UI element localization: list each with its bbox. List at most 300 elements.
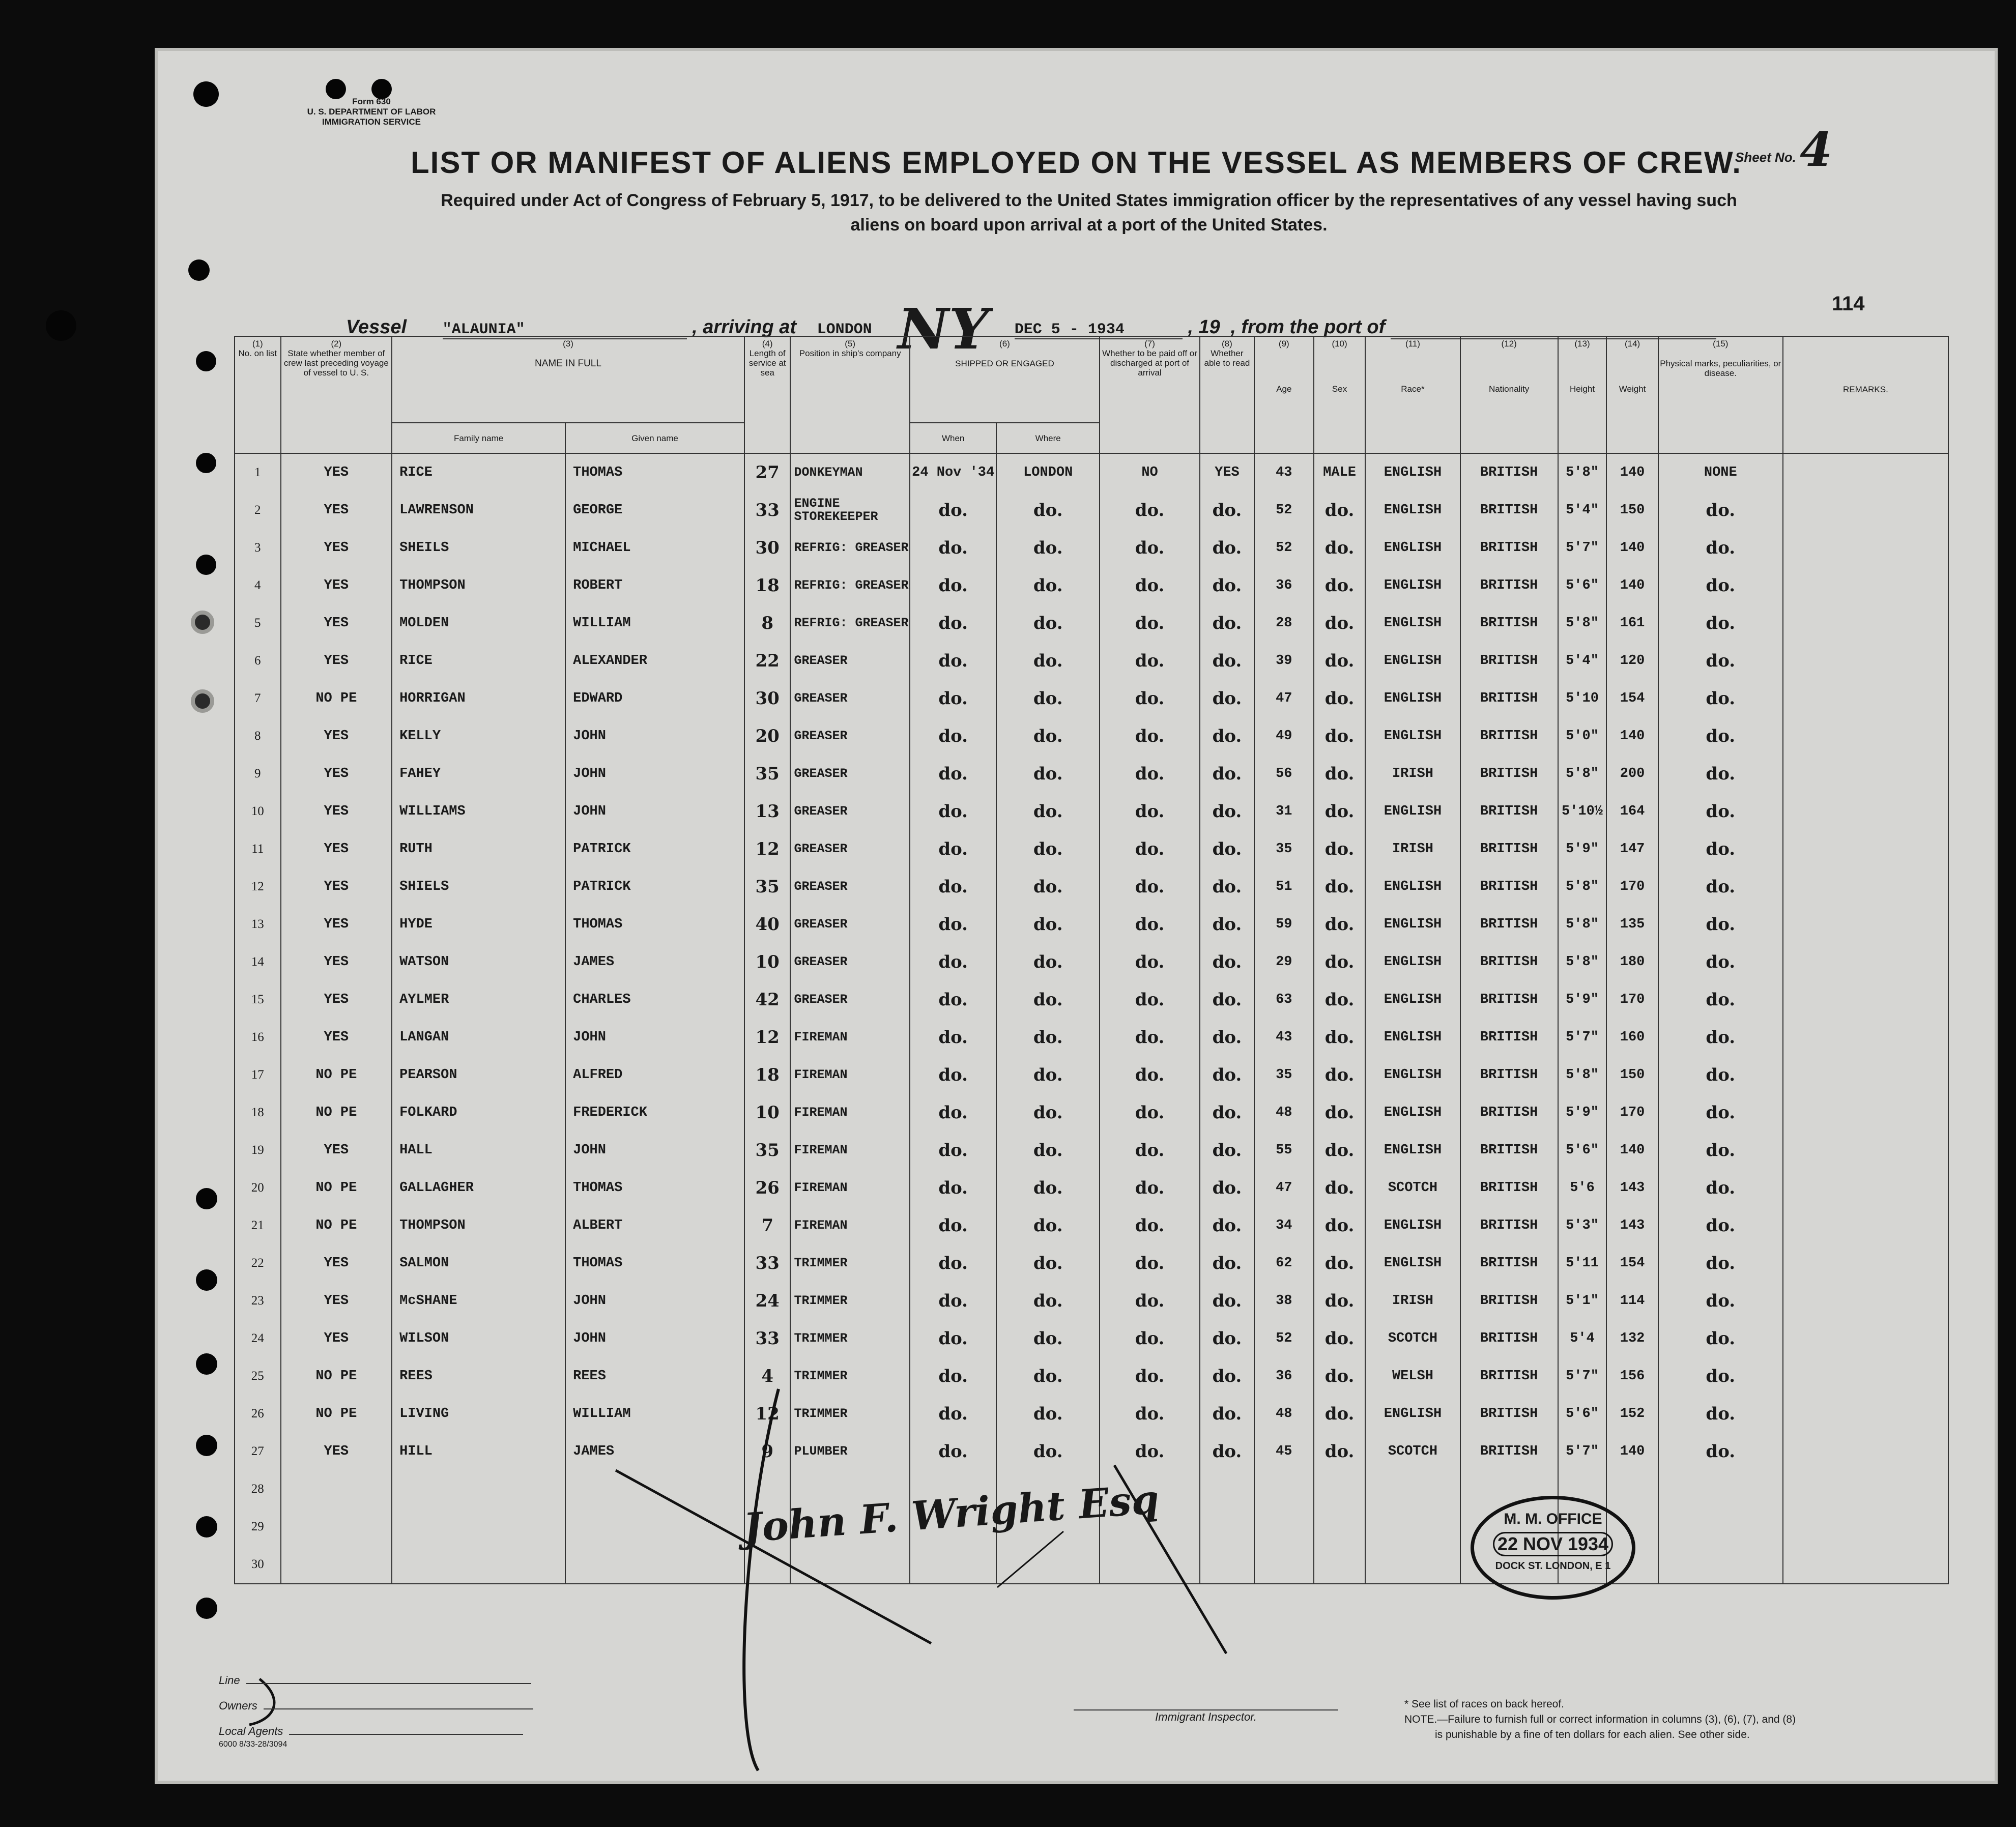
col-number: (9) bbox=[1278, 339, 1289, 349]
col-header-shipped-engaged: SHIPPED OR ENGAGED bbox=[955, 359, 1054, 368]
weight-cell: 200 bbox=[1606, 755, 1658, 793]
shipped-where-cell: do. bbox=[996, 567, 1100, 604]
previous-voyage-cell: YES bbox=[281, 1282, 392, 1320]
weight-cell: 170 bbox=[1606, 981, 1658, 1019]
family-name-cell: FOLKARD bbox=[392, 1094, 565, 1132]
paid-off-cell: do. bbox=[1100, 1433, 1200, 1470]
physical-marks-cell: do. bbox=[1658, 529, 1783, 567]
height-cell: 5'9" bbox=[1558, 1094, 1607, 1132]
family-name-cell: HILL bbox=[392, 1433, 565, 1470]
family-name-cell: RICE bbox=[392, 453, 565, 491]
form-number: Form 630 bbox=[352, 97, 391, 106]
sex-cell: do. bbox=[1314, 717, 1365, 755]
position-cell: REFRIG: GREASER bbox=[790, 604, 909, 642]
given-name-cell: JOHN bbox=[565, 755, 744, 793]
shipped-where-cell: do. bbox=[996, 717, 1100, 755]
shipped-where-cell: do. bbox=[996, 680, 1100, 717]
position-cell: FIREMAN bbox=[790, 1056, 909, 1094]
previous-voyage-cell: YES bbox=[281, 830, 392, 868]
able-to-read-cell: do. bbox=[1200, 1357, 1254, 1395]
col-number: (10) bbox=[1332, 339, 1347, 349]
height-cell: 5'3" bbox=[1558, 1207, 1607, 1244]
given-name-cell: JOHN bbox=[565, 717, 744, 755]
sex-cell: do. bbox=[1314, 793, 1365, 830]
paid-off-cell: do. bbox=[1100, 567, 1200, 604]
col-number: (14) bbox=[1624, 339, 1640, 349]
age-cell: 45 bbox=[1254, 1433, 1314, 1470]
sex-cell: do. bbox=[1314, 529, 1365, 567]
subtitle-line-1: Required under Act of Congress of February 5, 1917, to be delivered to the United States immigration officer by the representatives of any vessel having such bbox=[441, 191, 1737, 210]
given-name-cell: THOMAS bbox=[565, 1169, 744, 1207]
paid-off-cell: do. bbox=[1100, 981, 1200, 1019]
able-to-read-cell: do. bbox=[1200, 529, 1254, 567]
weight-cell: 114 bbox=[1606, 1282, 1658, 1320]
able-to-read-cell: do. bbox=[1200, 906, 1254, 943]
service-length-cell: 18 bbox=[744, 567, 791, 604]
col-number: (8) bbox=[1222, 339, 1232, 349]
position-cell: GREASER bbox=[790, 868, 909, 906]
race-cell: ENGLISH bbox=[1365, 604, 1460, 642]
weight-cell: 154 bbox=[1606, 680, 1658, 717]
nationality-cell: BRITISH bbox=[1460, 717, 1558, 755]
position-cell: GREASER bbox=[790, 755, 909, 793]
stamp-address: DOCK ST. LONDON, E 1 bbox=[1495, 1560, 1611, 1572]
paid-off-cell: do. bbox=[1100, 943, 1200, 981]
height-cell: 5'4 bbox=[1558, 1320, 1607, 1357]
service-length-cell: 33 bbox=[744, 491, 791, 529]
shipped-when-cell: do. bbox=[910, 529, 997, 567]
race-cell: ENGLISH bbox=[1365, 642, 1460, 680]
row-number-cell: 23 bbox=[235, 1282, 281, 1320]
office-stamp bbox=[1471, 1496, 1635, 1600]
row-number-cell: 26 bbox=[235, 1395, 281, 1433]
weight-cell: 140 bbox=[1606, 529, 1658, 567]
col-number: (11) bbox=[1405, 339, 1420, 349]
height-cell: 5'6" bbox=[1558, 1132, 1607, 1169]
shipped-where-cell: do. bbox=[996, 830, 1100, 868]
row-number-cell: 21 bbox=[235, 1207, 281, 1244]
able-to-read-cell: YES bbox=[1200, 453, 1254, 491]
family-name-cell: LIVING bbox=[392, 1395, 565, 1433]
family-name-cell: MOLDEN bbox=[392, 604, 565, 642]
family-name-cell: PEARSON bbox=[392, 1056, 565, 1094]
row-number-cell: 1 bbox=[235, 453, 281, 491]
col-header-remarks: REMARKS. bbox=[1843, 385, 1888, 394]
family-name-cell: RICE bbox=[392, 642, 565, 680]
sex-cell: do. bbox=[1314, 642, 1365, 680]
paid-off-cell: do. bbox=[1100, 1019, 1200, 1056]
col-number: (3) bbox=[563, 339, 573, 349]
able-to-read-cell: do. bbox=[1200, 604, 1254, 642]
family-name-cell: THOMPSON bbox=[392, 567, 565, 604]
height-cell: 5'1" bbox=[1558, 1282, 1607, 1320]
row-number-cell: 8 bbox=[235, 717, 281, 755]
height-cell: 5'8" bbox=[1558, 453, 1607, 491]
sex-cell: do. bbox=[1314, 906, 1365, 943]
nationality-cell: BRITISH bbox=[1460, 567, 1558, 604]
shipped-when-cell: do. bbox=[910, 1320, 997, 1357]
family-name-cell: HYDE bbox=[392, 906, 565, 943]
sheet-label: Sheet No. bbox=[1735, 150, 1796, 165]
col-header-where: Where bbox=[996, 423, 1100, 453]
agent-signature: John F. Wright Esq bbox=[741, 1476, 1161, 1552]
previous-voyage-cell: NO PE bbox=[281, 680, 392, 717]
race-cell: ENGLISH bbox=[1365, 1094, 1460, 1132]
shipped-where-cell: do. bbox=[996, 793, 1100, 830]
physical-marks-cell: do. bbox=[1658, 1395, 1783, 1433]
age-cell: 43 bbox=[1254, 1019, 1314, 1056]
given-name-cell: PATRICK bbox=[565, 830, 744, 868]
weight-cell: 150 bbox=[1606, 1056, 1658, 1094]
sex-cell: do. bbox=[1314, 604, 1365, 642]
paid-off-cell: do. bbox=[1100, 642, 1200, 680]
race-cell: ENGLISH bbox=[1365, 1244, 1460, 1282]
row-number-cell: 4 bbox=[235, 567, 281, 604]
age-cell: 31 bbox=[1254, 793, 1314, 830]
height-cell: 5'0" bbox=[1558, 717, 1607, 755]
row-number-cell: 22 bbox=[235, 1244, 281, 1282]
col-header-when: When bbox=[910, 423, 997, 453]
physical-marks-cell: do. bbox=[1658, 755, 1783, 793]
shipped-when-cell: do. bbox=[910, 1357, 997, 1395]
height-cell: 5'6" bbox=[1558, 567, 1607, 604]
shipped-when-cell: do. bbox=[910, 1019, 997, 1056]
col-number: (5) bbox=[845, 339, 856, 349]
col-header-height: Height bbox=[1569, 384, 1595, 394]
height-cell: 5'7" bbox=[1558, 529, 1607, 567]
position-cell: GREASER bbox=[790, 981, 909, 1019]
race-cell: ENGLISH bbox=[1365, 793, 1460, 830]
previous-voyage-cell: YES bbox=[281, 755, 392, 793]
position-cell: PLUMBER bbox=[790, 1433, 909, 1470]
previous-voyage-cell: YES bbox=[281, 717, 392, 755]
given-name-cell: JOHN bbox=[565, 1132, 744, 1169]
physical-marks-cell: do. bbox=[1658, 830, 1783, 868]
paid-off-cell: do. bbox=[1100, 1056, 1200, 1094]
height-cell: 5'8" bbox=[1558, 906, 1607, 943]
service-length-cell: 33 bbox=[744, 1320, 791, 1357]
line-tick bbox=[997, 1531, 1063, 1587]
height-cell: 5'7" bbox=[1558, 1357, 1607, 1395]
nationality-cell: BRITISH bbox=[1460, 1320, 1558, 1357]
weight-cell: 170 bbox=[1606, 868, 1658, 906]
position-cell: DONKEYMAN bbox=[790, 453, 909, 491]
row-number-cell: 2 bbox=[235, 491, 281, 529]
paid-off-cell: do. bbox=[1100, 1395, 1200, 1433]
position-cell: REFRIG: GREASER bbox=[790, 567, 909, 604]
family-name-cell: LAWRENSON bbox=[392, 491, 565, 529]
position-cell: FIREMAN bbox=[790, 1094, 909, 1132]
given-name-cell: MICHAEL bbox=[565, 529, 744, 567]
col-header-service-length: Length of service at sea bbox=[748, 349, 786, 378]
weight-cell: 161 bbox=[1606, 604, 1658, 642]
row-number-cell: 6 bbox=[235, 642, 281, 680]
service-length-cell: 33 bbox=[744, 1244, 791, 1282]
position-cell: GREASER bbox=[790, 793, 909, 830]
given-name-cell: THOMAS bbox=[565, 906, 744, 943]
weight-cell: 156 bbox=[1606, 1357, 1658, 1395]
able-to-read-cell: do. bbox=[1200, 943, 1254, 981]
row-number-cell: 14 bbox=[235, 943, 281, 981]
race-cell: ENGLISH bbox=[1365, 868, 1460, 906]
able-to-read-cell: do. bbox=[1200, 1320, 1254, 1357]
manifest-sheet bbox=[158, 51, 1995, 1781]
service-length-cell: 40 bbox=[744, 906, 791, 943]
race-cell: SCOTCH bbox=[1365, 1433, 1460, 1470]
shipped-when-cell: do. bbox=[910, 1169, 997, 1207]
weight-cell: 140 bbox=[1606, 567, 1658, 604]
able-to-read-cell: do. bbox=[1200, 868, 1254, 906]
position-cell: GREASER bbox=[790, 830, 909, 868]
row-number-cell: 7 bbox=[235, 680, 281, 717]
shipped-where-cell: LONDON bbox=[996, 453, 1100, 491]
service-length-cell: 18 bbox=[744, 1056, 791, 1094]
able-to-read-cell: do. bbox=[1200, 1094, 1254, 1132]
row-number-cell: 19 bbox=[235, 1132, 281, 1169]
col-header-able-to-read: Whether able to read bbox=[1204, 349, 1250, 368]
immigrant-inspector-label: Immigrant Inspector. bbox=[1074, 1709, 1338, 1724]
nationality-cell: BRITISH bbox=[1460, 1395, 1558, 1433]
physical-marks-cell: do. bbox=[1658, 642, 1783, 680]
family-name-cell: WILSON bbox=[392, 1320, 565, 1357]
weight-cell: 140 bbox=[1606, 717, 1658, 755]
height-cell: 5'6" bbox=[1558, 1395, 1607, 1433]
height-cell: 5'8" bbox=[1558, 604, 1607, 642]
row-number-cell: 30 bbox=[235, 1546, 281, 1584]
able-to-read-cell: do. bbox=[1200, 717, 1254, 755]
able-to-read-cell: do. bbox=[1200, 793, 1254, 830]
sex-cell: do. bbox=[1314, 1320, 1365, 1357]
paid-off-cell: do. bbox=[1100, 1357, 1200, 1395]
shipped-when-cell: do. bbox=[910, 868, 997, 906]
col-header-position: Position in ship's company bbox=[799, 349, 901, 358]
given-name-cell: JOHN bbox=[565, 1282, 744, 1320]
age-cell: 28 bbox=[1254, 604, 1314, 642]
previous-voyage-cell: YES bbox=[281, 1019, 392, 1056]
able-to-read-cell: do. bbox=[1200, 1132, 1254, 1169]
race-cell: ENGLISH bbox=[1365, 717, 1460, 755]
shipped-when-cell: do. bbox=[910, 830, 997, 868]
row-number-cell: 9 bbox=[235, 755, 281, 793]
race-cell: WELSH bbox=[1365, 1357, 1460, 1395]
able-to-read-cell: do. bbox=[1200, 1056, 1254, 1094]
family-name-cell: THOMPSON bbox=[392, 1207, 565, 1244]
col-number: (4) bbox=[762, 339, 773, 349]
family-name-cell: WATSON bbox=[392, 943, 565, 981]
given-name-cell: REES bbox=[565, 1357, 744, 1395]
shipped-where-cell: do. bbox=[996, 1357, 1100, 1395]
nationality-cell: BRITISH bbox=[1460, 1357, 1558, 1395]
position-cell: TRIMMER bbox=[790, 1357, 909, 1395]
race-cell: ENGLISH bbox=[1365, 906, 1460, 943]
physical-marks-cell: do. bbox=[1658, 1207, 1783, 1244]
service-length-cell: 24 bbox=[744, 1282, 791, 1320]
nationality-cell: BRITISH bbox=[1460, 604, 1558, 642]
punch-hole bbox=[46, 310, 76, 341]
paid-off-cell: do. bbox=[1100, 755, 1200, 793]
shipped-where-cell: do. bbox=[996, 1244, 1100, 1282]
weight-cell: 160 bbox=[1606, 1019, 1658, 1056]
height-cell: 5'4" bbox=[1558, 642, 1607, 680]
shipped-when-cell: do. bbox=[910, 491, 997, 529]
weight-cell: 140 bbox=[1606, 1132, 1658, 1169]
race-cell: ENGLISH bbox=[1365, 1395, 1460, 1433]
row-number-cell: 24 bbox=[235, 1320, 281, 1357]
able-to-read-cell: do. bbox=[1200, 642, 1254, 680]
age-cell: 47 bbox=[1254, 680, 1314, 717]
physical-marks-cell: do. bbox=[1658, 717, 1783, 755]
nationality-cell: BRITISH bbox=[1460, 1169, 1558, 1207]
position-cell: TRIMMER bbox=[790, 1282, 909, 1320]
col-header-given-name: Given name bbox=[565, 423, 744, 453]
sex-cell: do. bbox=[1314, 1019, 1365, 1056]
service-length-cell: 12 bbox=[744, 830, 791, 868]
weight-cell: 120 bbox=[1606, 642, 1658, 680]
able-to-read-cell: do. bbox=[1200, 491, 1254, 529]
shipped-where-cell: do. bbox=[996, 1056, 1100, 1094]
age-cell: 38 bbox=[1254, 1282, 1314, 1320]
paid-off-cell: do. bbox=[1100, 1169, 1200, 1207]
arriving-port: LONDON bbox=[817, 321, 872, 338]
position-cell: GREASER bbox=[790, 642, 909, 680]
shipped-where-cell: do. bbox=[996, 1207, 1100, 1244]
age-cell: 29 bbox=[1254, 943, 1314, 981]
age-cell: 52 bbox=[1254, 491, 1314, 529]
weight-cell: 152 bbox=[1606, 1395, 1658, 1433]
given-name-cell: JOHN bbox=[565, 793, 744, 830]
race-cell: ENGLISH bbox=[1365, 1019, 1460, 1056]
family-name-cell: RUTH bbox=[392, 830, 565, 868]
nationality-cell: BRITISH bbox=[1460, 642, 1558, 680]
age-cell: 34 bbox=[1254, 1207, 1314, 1244]
physical-marks-cell: do. bbox=[1658, 1357, 1783, 1395]
paid-off-cell: do. bbox=[1100, 868, 1200, 906]
row-number-cell: 20 bbox=[235, 1169, 281, 1207]
shipped-where-cell: do. bbox=[996, 529, 1100, 567]
race-cell: ENGLISH bbox=[1365, 981, 1460, 1019]
nationality-cell: BRITISH bbox=[1460, 1282, 1558, 1320]
row-number-cell: 13 bbox=[235, 906, 281, 943]
shipped-where-cell: do. bbox=[996, 642, 1100, 680]
age-cell: 52 bbox=[1254, 1320, 1314, 1357]
height-cell: 5'9" bbox=[1558, 981, 1607, 1019]
col-header-age: Age bbox=[1276, 384, 1292, 394]
sex-cell: do. bbox=[1314, 680, 1365, 717]
weight-cell: 150 bbox=[1606, 491, 1658, 529]
sex-cell: do. bbox=[1314, 1207, 1365, 1244]
race-cell: ENGLISH bbox=[1365, 1207, 1460, 1244]
shipped-where-cell: do. bbox=[996, 1094, 1100, 1132]
shipped-when-cell: do. bbox=[910, 604, 997, 642]
department-label: U. S. DEPARTMENT OF LABOR bbox=[307, 107, 436, 117]
row-number-cell: 3 bbox=[235, 529, 281, 567]
race-cell: SCOTCH bbox=[1365, 1169, 1460, 1207]
physical-marks-cell: do. bbox=[1658, 981, 1783, 1019]
penalty-note: NOTE.—Failure to furnish full or correct information in columns (3), (6), (7), and (8) bbox=[1404, 1714, 1796, 1725]
height-cell: 5'10 bbox=[1558, 680, 1607, 717]
age-cell: 63 bbox=[1254, 981, 1314, 1019]
position-cell: FIREMAN bbox=[790, 1019, 909, 1056]
weight-cell: 135 bbox=[1606, 906, 1658, 943]
previous-voyage-cell: NO PE bbox=[281, 1056, 392, 1094]
nationality-cell: BRITISH bbox=[1460, 1056, 1558, 1094]
age-cell: 36 bbox=[1254, 1357, 1314, 1395]
col-header-paid-off: Whether to be paid off or discharged at port of arrival bbox=[1102, 349, 1197, 378]
physical-marks-cell: do. bbox=[1658, 491, 1783, 529]
nationality-cell: BRITISH bbox=[1460, 981, 1558, 1019]
shipped-when-cell: do. bbox=[910, 1207, 997, 1244]
service-length-cell: 30 bbox=[744, 529, 791, 567]
given-name-cell: ALEXANDER bbox=[565, 642, 744, 680]
previous-voyage-cell: YES bbox=[281, 642, 392, 680]
age-cell: 48 bbox=[1254, 1094, 1314, 1132]
nationality-cell: BRITISH bbox=[1460, 1433, 1558, 1470]
paid-off-cell: do. bbox=[1100, 529, 1200, 567]
row-number-cell: 16 bbox=[235, 1019, 281, 1056]
physical-marks-cell: do. bbox=[1658, 1433, 1783, 1470]
row-number-cell: 25 bbox=[235, 1357, 281, 1395]
given-name-cell: ALFRED bbox=[565, 1056, 744, 1094]
shipped-when-cell: do. bbox=[910, 755, 997, 793]
shipped-when-cell: do. bbox=[910, 1395, 997, 1433]
age-cell: 36 bbox=[1254, 567, 1314, 604]
service-length-cell: 30 bbox=[744, 680, 791, 717]
race-cell: SCOTCH bbox=[1365, 1320, 1460, 1357]
paid-off-cell: do. bbox=[1100, 1207, 1200, 1244]
sex-cell: do. bbox=[1314, 1244, 1365, 1282]
shipped-where-cell: do. bbox=[996, 491, 1100, 529]
given-name-cell: FREDERICK bbox=[565, 1094, 744, 1132]
nationality-cell: BRITISH bbox=[1460, 1094, 1558, 1132]
shipped-where-cell: do. bbox=[996, 1282, 1100, 1320]
family-name-cell: LANGAN bbox=[392, 1019, 565, 1056]
previous-voyage-cell: YES bbox=[281, 567, 392, 604]
previous-voyage-cell: YES bbox=[281, 906, 392, 943]
given-name-cell: WILLIAM bbox=[565, 604, 744, 642]
weight-cell: 147 bbox=[1606, 830, 1658, 868]
family-name-cell: McSHANE bbox=[392, 1282, 565, 1320]
owners-label: Owners bbox=[219, 1699, 257, 1712]
paid-off-cell: do. bbox=[1100, 491, 1200, 529]
shipped-where-cell: do. bbox=[996, 981, 1100, 1019]
given-name-cell: PATRICK bbox=[565, 868, 744, 906]
vessel-name: "ALAUNIA" bbox=[443, 321, 687, 339]
physical-marks-cell: do. bbox=[1658, 906, 1783, 943]
physical-marks-cell: do. bbox=[1658, 1282, 1783, 1320]
height-cell: 5'8" bbox=[1558, 868, 1607, 906]
race-cell: ENGLISH bbox=[1365, 943, 1460, 981]
sex-cell: do. bbox=[1314, 1433, 1365, 1470]
previous-voyage-cell: YES bbox=[281, 529, 392, 567]
sex-cell: do. bbox=[1314, 1132, 1365, 1169]
physical-marks-cell: do. bbox=[1658, 1132, 1783, 1169]
weight-cell: 164 bbox=[1606, 793, 1658, 830]
position-cell: REFRIG: GREASER bbox=[790, 529, 909, 567]
physical-marks-cell: do. bbox=[1658, 1056, 1783, 1094]
shipped-where-cell: do. bbox=[996, 906, 1100, 943]
shipped-when-cell: do. bbox=[910, 793, 997, 830]
family-name-cell: AYLMER bbox=[392, 981, 565, 1019]
height-cell: 5'4" bbox=[1558, 491, 1607, 529]
col-header-name-in-full: NAME IN FULL bbox=[535, 358, 601, 369]
family-name-cell: HORRIGAN bbox=[392, 680, 565, 717]
given-name-cell: THOMAS bbox=[565, 1244, 744, 1282]
signature-stroke bbox=[744, 1389, 779, 1771]
race-cell: ENGLISH bbox=[1365, 1132, 1460, 1169]
family-name-cell: REES bbox=[392, 1357, 565, 1395]
nationality-cell: BRITISH bbox=[1460, 1132, 1558, 1169]
physical-marks-cell: do. bbox=[1658, 943, 1783, 981]
